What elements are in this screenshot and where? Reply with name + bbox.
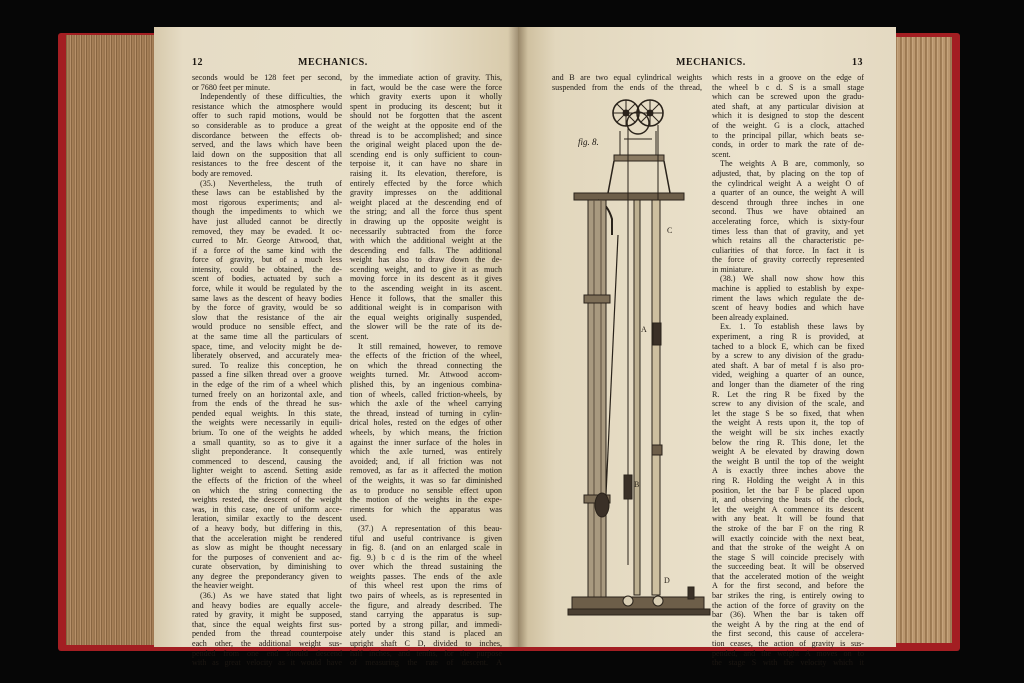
text-line: necessarily subtracted from the force xyxy=(350,226,502,236)
text-line: the cylindrical weight A a weight O of xyxy=(712,178,864,188)
text-line: two pairs of wheels, as is represented in xyxy=(350,591,502,601)
text-line: was, in this case, one of uniform acce- xyxy=(192,504,342,514)
text-line: tached to a block E, which can be fixed xyxy=(712,341,864,351)
text-line: for the purposes of convenient and ac- xyxy=(192,552,342,562)
text-line: or 7680 feet per minute. xyxy=(192,82,270,92)
text-line: force of gravity, but of a much less xyxy=(192,255,342,265)
text-line: the weight A rests upon it, the top of xyxy=(712,418,864,428)
text-line: the effects of the friction of the wheel, xyxy=(350,351,502,361)
text-line: discordance between the effects ob- xyxy=(192,130,342,140)
text-line: most rigorous experiments; and al- xyxy=(192,197,342,207)
text-line: the stroke of the bar F on the ring R xyxy=(712,523,864,533)
book-gutter xyxy=(508,27,528,647)
text-line: fig. 9.) b c d is the rim of the wheel xyxy=(350,552,502,562)
text-line: each other, the additional weight sus- xyxy=(192,639,342,649)
text-line: in drawing up the opposite weight is xyxy=(350,216,502,226)
text-line: with any beat. It will be found that xyxy=(712,514,864,524)
text-line: curred to Mr. George Attwood, that, xyxy=(192,236,342,246)
text-line: passed a fine silken thread over a groove xyxy=(192,370,342,380)
text-line: It still remained, however, to remove xyxy=(358,341,502,351)
text-line: to the ascending weight in its ascent. xyxy=(350,284,502,294)
left-page xyxy=(154,27,518,668)
text-line: the action of the force of gravity on the xyxy=(712,600,864,610)
text-line: any degree the preponderancy given to xyxy=(192,571,342,581)
text-line: upright shaft C D, divided to inches, xyxy=(350,639,502,649)
text-line: culiarities of that force. In fact it is xyxy=(712,245,864,255)
text-line: weight A be elevated by drawing down xyxy=(712,447,864,457)
text-line: offer to such rapid motions, would be xyxy=(192,111,342,121)
text-line: of the weights, it was so far diminished xyxy=(350,475,502,485)
text-line: over which the thread sustaining the xyxy=(350,562,502,572)
right-column-1-top xyxy=(552,73,702,92)
text-line: ately under this stand is placed an xyxy=(350,629,502,639)
text-line: spent in producing its descent; but it xyxy=(350,101,502,111)
text-line: let the stage S be so fixed, that when xyxy=(712,408,864,418)
text-line: on which the thread connecting the xyxy=(350,360,502,370)
text-line: the wheel b c d. S is a small stage xyxy=(712,82,864,92)
text-line: removed, they may be evaded. It oc- xyxy=(192,226,342,236)
text-line: resistance which the atmosphere would xyxy=(192,101,342,111)
text-line: laid down on the supposition that all xyxy=(192,149,342,159)
text-line: of the weight. G is a clock, attached xyxy=(712,120,864,130)
text-line: the first second, this cause of accelera- xyxy=(712,629,864,639)
text-line: thread is to be accomplished; and since xyxy=(350,130,502,140)
text-line: accelerating force, which is sixty-four xyxy=(712,216,864,226)
text-line: entirely effected by the force which xyxy=(350,178,502,188)
text-line: the weight will be six inches exactly xyxy=(712,427,864,437)
text-line: adjusted, that, by placing on the top of xyxy=(712,168,864,178)
text-line: the slower will be the rate of its de- xyxy=(350,322,502,332)
text-line: A is exactly three inches above the xyxy=(712,466,864,476)
text-line: ated shaft. A bar of metal f is also pro- xyxy=(712,360,864,370)
text-line: as to produce no sensible effect upon xyxy=(350,485,502,495)
text-line: the weights were necessarily in equili- xyxy=(192,418,342,428)
text-line: bar strikes the ring, is entirely owing to xyxy=(712,591,864,601)
text-line: scending weight, and to give it as much xyxy=(350,264,502,274)
left-page-edges xyxy=(66,35,164,645)
text-line: descending end falls. The additional xyxy=(350,245,502,255)
text-line: Ex. 1. To establish these laws by xyxy=(720,322,864,332)
text-line: by the immediate action of gravity. This, xyxy=(350,73,502,82)
text-line: if a force of the same kind with the xyxy=(192,245,342,255)
text-line: weights rested, the descent of the weight xyxy=(192,495,342,505)
text-line: ated shaft, at any particular division at xyxy=(712,101,864,111)
text-line: tion of wheels, called friction-wheels, by xyxy=(350,389,502,399)
main-pillar xyxy=(588,200,606,600)
text-line: which retains all the characteristic pe- xyxy=(712,236,864,246)
text-line: rated by gravity, it might be supposed, xyxy=(192,610,342,620)
text-line: the motion of the weights in the expe- xyxy=(350,495,502,505)
text-line: the thread, instead of turning in cylin- xyxy=(350,408,502,418)
text-line: the original weight placed upon the de- xyxy=(350,140,502,150)
text-line: (37.) A representation of this beau- xyxy=(358,523,502,533)
text-line: space, time, and velocity might be de- xyxy=(192,341,342,351)
text-line: which it is designed to stop the descent xyxy=(712,111,864,121)
text-line: liberately observed, and accurately mea- xyxy=(192,351,342,361)
text-line: the stage S will coincide precisely with xyxy=(712,552,864,562)
text-line: pended equal weights. In this state, xyxy=(192,408,342,418)
left-column-1 xyxy=(192,73,342,668)
text-line: Independently of these difficulties, the xyxy=(200,92,342,102)
text-line: raising it. Its elevation, therefore, is xyxy=(350,168,502,178)
text-line: and heavy bodies are equally accele- xyxy=(192,600,342,610)
text-line: intensity, could be obtained, the de- xyxy=(192,264,342,274)
text-line: which gravity exerts upon it wholly xyxy=(350,92,502,102)
text-line: the figure, and already described. The xyxy=(350,600,502,610)
text-line: in the edge of the rim of a wheel which xyxy=(192,380,342,389)
text-line: let the weight A commence its descent xyxy=(712,504,864,514)
text-line: a small quantity, so as to give it a xyxy=(192,437,342,447)
text-line: sured. To realize this conception, he xyxy=(192,360,342,370)
text-line: that the accelerated motion of the weight xyxy=(712,571,864,581)
label-a: A xyxy=(641,325,647,334)
text-line: scending end is only sufficient to coun- xyxy=(350,149,502,159)
text-line: of measuring the rate of descent. A xyxy=(350,658,502,668)
text-line: turned freely on an horizontal axle, and xyxy=(192,389,342,399)
text-line: riment the laws which regulate the de- xyxy=(712,293,864,303)
text-line: the heavier weight. xyxy=(192,581,254,591)
text-line: A for the first second, and before the xyxy=(712,581,864,591)
label-b: B xyxy=(634,480,640,489)
text-line: conds, in order to mark the rate of de- xyxy=(712,140,864,150)
text-line: position, let the bar F be placed upon xyxy=(712,485,864,495)
text-line: the force of gravity correctly represented xyxy=(712,255,864,265)
text-line: pended from the thread counterpoise xyxy=(192,629,342,639)
text-line: to the principal pillar, which beats se- xyxy=(712,130,864,140)
label-c: C xyxy=(667,226,673,235)
text-line: slow that the resistance of the air xyxy=(192,312,342,322)
text-line: would produce no sensible effect, and xyxy=(192,322,342,332)
text-line: slight preponderance. It consequently xyxy=(192,447,342,457)
text-line: second. Thus we have obtained an xyxy=(712,207,864,217)
text-line: with which the additional weight at the xyxy=(350,236,502,246)
text-line: additional weight is in comparison with xyxy=(350,303,502,313)
text-line: (38.) We shall now show how this xyxy=(720,274,864,284)
right-running-head: MECHANICS. xyxy=(676,57,746,68)
text-line: which the axle of the wheel carrying xyxy=(350,399,502,409)
text-line: against the inner surface of the holes in xyxy=(350,437,502,447)
text-line: which rests in a groove on the edge of xyxy=(712,73,864,82)
text-line: the effects of the friction of the wheel xyxy=(192,475,342,485)
text-line: which can be screwed upon the gradu- xyxy=(712,92,864,102)
text-line: brium. To one of the weights he added xyxy=(192,427,342,437)
text-line: from the ends of the thread he sus- xyxy=(192,399,342,409)
text-line: ring R. Holding the weight A in this xyxy=(712,475,864,485)
text-line: though the impediments to which we xyxy=(192,207,342,217)
text-line: drical holes, rested on the edges of other xyxy=(350,418,502,428)
text-line: which the axle turned, was entirely xyxy=(350,447,502,457)
figure-caption: fig. 8. xyxy=(578,137,599,147)
text-line: suspended from the ends of the thread, xyxy=(552,82,702,92)
text-line: the succeeding beat. It will be observed xyxy=(712,562,864,572)
text-line: that the acceleration might be rendered xyxy=(192,533,342,543)
right-page xyxy=(518,27,896,668)
text-line: pended, and the weight A moves on to xyxy=(712,648,864,658)
label-d: D xyxy=(664,576,670,585)
right-page-edges xyxy=(894,37,952,643)
text-line: weight has also to draw down the de- xyxy=(350,255,502,265)
text-line: in fact, would be the case were the force xyxy=(350,82,502,92)
text-line: as slow as might be thought necessary xyxy=(192,543,342,553)
text-line: machine is applied to establish by expe- xyxy=(712,284,864,294)
text-line: scent of bodies, actuated by such a xyxy=(192,274,342,284)
text-line: plished this, by an ingenious combina- xyxy=(350,380,502,389)
left-running-head: MECHANICS. xyxy=(298,57,368,68)
text-line: a quarter of an ounce, the weight A will xyxy=(712,188,864,198)
text-line: scent. xyxy=(350,332,369,342)
text-line: of a heavy body, but differing in this, xyxy=(192,523,342,533)
text-line: in miniature. xyxy=(712,264,754,274)
attwood-machine-figure xyxy=(568,95,718,617)
text-line: in fig. 8. (and on an enlarged scale in xyxy=(350,543,502,553)
text-line: descend through three inches in one xyxy=(712,197,864,207)
text-line: and longer than the diameter of the ring xyxy=(712,380,864,389)
text-line: it, and observing the beats of the clock, xyxy=(712,495,864,505)
text-line: (36.) As we have stated that light xyxy=(200,591,342,601)
text-line: the equal weights originally suspended, xyxy=(350,312,502,322)
weight-a xyxy=(653,323,661,345)
text-line: by the force of gravity, would be so xyxy=(192,303,342,313)
text-line: weight placed at the descending end of xyxy=(350,197,502,207)
text-line: R. Let the ring R be fixed by the xyxy=(712,389,864,399)
text-line: resistances to the free descent of the xyxy=(192,159,342,169)
right-page-number: 13 xyxy=(852,57,863,68)
text-line: (35.) Nevertheless, the truth of xyxy=(200,178,342,188)
pendulum-bob xyxy=(595,493,609,517)
text-line: seconds would be 128 feet per second, xyxy=(192,73,342,82)
right-column-2 xyxy=(712,73,864,668)
text-line: and B are two equal cylindrical weights xyxy=(552,73,702,82)
text-line: should not be forgotten that the ascent xyxy=(350,111,502,121)
pendulum-rod xyxy=(606,235,618,495)
text-line: tion ceases, the action of gravity is sus- xyxy=(712,639,864,649)
text-line: below the ring R. This done, let the xyxy=(712,437,864,447)
text-line: scent of heavy bodies and which have xyxy=(712,303,864,313)
text-line: weights passes. The ends of the axle xyxy=(350,571,502,581)
text-line: times less than that of gravity, and yet xyxy=(712,226,864,236)
text-line: gravity impresses on the additional xyxy=(350,188,502,198)
text-line: will exactly coincide with the next beat, xyxy=(712,533,864,543)
text-line: removed, as far as it affected the motion xyxy=(350,466,502,476)
text-line: same laws as the descent of heavy bodies xyxy=(192,293,342,303)
text-line: stand carrying the apparatus is sup- xyxy=(350,610,502,620)
text-line: by a screw to any division of the gradu- xyxy=(712,351,864,361)
text-line: body are removed. xyxy=(192,168,253,178)
text-line: of the weight at the opposite end of the xyxy=(350,120,502,130)
text-line: lighter weight to ascend. Setting aside xyxy=(192,466,342,476)
text-line: scent. xyxy=(712,149,731,159)
text-line: moving force in its descent as it gives xyxy=(350,274,502,284)
text-line: the stage S with the velocity which it xyxy=(712,658,864,668)
text-line: that, since the equal weights first sus- xyxy=(192,619,342,629)
text-line: ported by a strong pillar, and immedi- xyxy=(350,619,502,629)
text-line: the string; and all the force thus spent xyxy=(350,207,502,217)
text-line: and that the stroke of the weight A on xyxy=(712,543,864,553)
text-line: these laws can be established by the xyxy=(192,188,342,198)
weight-b xyxy=(624,475,632,499)
text-line: pended from one end should descend xyxy=(192,648,342,658)
left-column-2 xyxy=(350,73,502,668)
text-line: been already explained. xyxy=(712,312,789,322)
text-line: weights turned. Mr. Attwood accom- xyxy=(350,370,502,380)
open-book xyxy=(58,27,960,668)
text-line: the weight B until the top of the weight xyxy=(712,456,864,466)
text-line: wheels, by which means, the friction xyxy=(350,427,502,437)
text-line: force, while it would be regulated by the xyxy=(192,284,342,294)
text-line: tiful and useful contrivance is given xyxy=(350,533,502,543)
text-line: vided, weighing a quarter of an ounce, xyxy=(712,370,864,380)
text-line: have just alluded cannot be directly xyxy=(192,216,342,226)
text-line: commenced to descend, causing the xyxy=(192,456,342,466)
text-line: leration, similar exactly to the descent xyxy=(192,514,342,524)
text-line: half inches, and tenths, for the purpose xyxy=(350,648,502,658)
text-line: experiment, a ring R is provided, at xyxy=(712,332,864,342)
text-line: terpoise it, it can have no share in xyxy=(350,159,502,169)
text-line: screw to any division of the scale, and xyxy=(712,399,864,409)
text-line: with as great velocity as it would have xyxy=(192,658,342,668)
text-line: served, and the laws which have been xyxy=(192,140,342,150)
text-line: riments for which the apparatus was xyxy=(350,504,502,514)
left-page-number: 12 xyxy=(192,57,203,68)
text-line: so considerable as to produce a great xyxy=(192,120,342,130)
graduated-shaft xyxy=(652,200,660,595)
text-line: used. xyxy=(350,514,367,524)
text-line: bar (36). When the bar is taken off xyxy=(712,610,864,620)
text-line: of this wheel rest upon the rims of xyxy=(350,581,502,591)
text-line: curate observation, by diminishing to xyxy=(192,562,342,572)
text-line: on which the string connecting the xyxy=(192,485,342,495)
text-line: The weights A B are, commonly, so xyxy=(720,159,864,169)
text-line: the weight A by the ring at the end of xyxy=(712,619,864,629)
text-line: avoided; and, if all friction was not xyxy=(350,456,502,466)
text-line: at the same time all the particulars of xyxy=(192,332,342,342)
text-line: Hence it follows, that the smaller this xyxy=(350,293,502,303)
